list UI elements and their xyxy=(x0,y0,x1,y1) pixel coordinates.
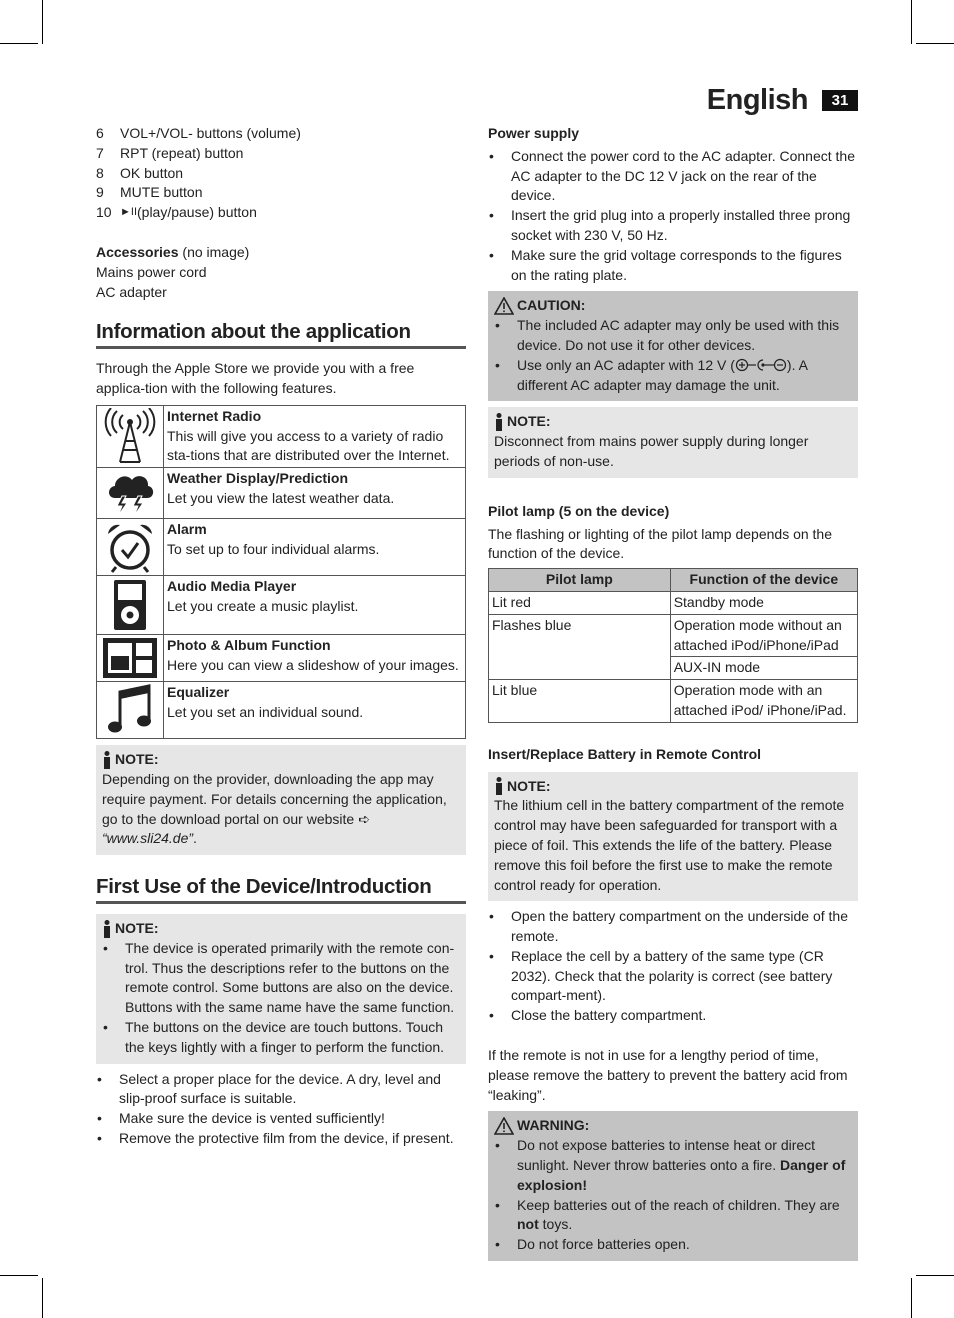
table-cell: Lit red xyxy=(489,591,671,614)
power-supply-heading: Power supply xyxy=(488,125,580,141)
column-header: Pilot lamp xyxy=(489,569,671,592)
info-icon xyxy=(102,920,112,938)
crop-mark xyxy=(42,0,43,44)
list-item: • Make sure the grid voltage corresponds to the figures on the rating plate. xyxy=(488,246,858,286)
battery-heading: Insert/Replace Battery in Remote Control xyxy=(488,745,762,762)
page-number: 31 xyxy=(822,90,858,111)
list-item: • Select a proper place for the device. A dry, level and slip-proof surface is suitable. xyxy=(96,1070,466,1110)
table-header-row xyxy=(489,569,858,592)
website-link[interactable]: “www.sli24.de” xyxy=(102,830,194,847)
table-row xyxy=(489,614,858,657)
table-row xyxy=(97,405,466,467)
list-item: 7 RPT (repeat) button xyxy=(96,144,244,161)
button-list xyxy=(96,124,466,223)
crop-mark xyxy=(916,43,954,44)
polarity-symbol-icon xyxy=(735,358,787,372)
column-header: Function of the device xyxy=(670,569,857,592)
table-row xyxy=(97,468,466,519)
table-row xyxy=(97,519,466,576)
list-item: 6 VOL+/VOL- buttons (volume) xyxy=(96,125,301,141)
feature-title: Internet Radio xyxy=(167,407,262,424)
caution-label: CAUTION: xyxy=(517,297,586,314)
crop-mark xyxy=(0,1275,38,1276)
feature-title: Photo & Album Function xyxy=(167,637,331,654)
list-item: • The device is operated primarily with the remote con-trol. Thus the descriptions refer to the buttons on the remote control. Some buttons are also on the device. Buttons with the same name have the same function. xyxy=(102,939,460,1018)
pilot-lamp-table xyxy=(488,568,858,723)
note-label: NOTE: xyxy=(507,413,551,430)
note-text: Depending on the provider, downloading the app may require payment. For details concerning the application, go to the download portal on our website ➪ “www.sli24.de”. xyxy=(102,770,447,847)
pilot-lamp-intro: The flashing or lighting of the pilot lamp depends on the function of the device. xyxy=(488,525,833,562)
section-heading-app: Information about the application xyxy=(96,322,466,349)
list-item: • The buttons on the device are touch buttons. Touch the keys lightly with a finger to perform the function. xyxy=(102,1018,460,1058)
crop-mark xyxy=(911,0,912,44)
feature-desc: Let you create a music playlist. xyxy=(167,597,359,614)
list-item: • Close the battery compartment. xyxy=(488,1006,858,1026)
feature-desc: Let you set an individual sound. xyxy=(167,703,364,720)
list-item: 8 OK button xyxy=(96,164,184,181)
note-box xyxy=(96,914,466,1064)
note-label: NOTE: xyxy=(507,777,551,794)
accessories: Accessories (no image) xyxy=(96,243,250,260)
feature-desc: To set up to four individual alarms. xyxy=(167,540,380,557)
table-row xyxy=(97,682,466,739)
feature-title: Equalizer xyxy=(167,684,230,701)
feature-table xyxy=(96,405,466,739)
list-item: 9 MUTE button xyxy=(96,184,203,201)
note-label: NOTE: xyxy=(115,919,159,936)
list-item: • Keep batteries out of the reach of children. They are not toys. xyxy=(494,1196,852,1236)
table-row xyxy=(489,680,858,723)
left-column xyxy=(96,124,466,1149)
photo-album-icon xyxy=(102,637,158,679)
play-pause-icon: ►II xyxy=(120,206,137,219)
note-label: NOTE: xyxy=(115,751,159,768)
note-text: Disconnect from mains power supply during longer periods of non-use. xyxy=(494,433,809,469)
list-item: 10 ►II (play/pause) button xyxy=(96,203,466,223)
power-supply-list xyxy=(488,147,858,286)
first-use-list xyxy=(96,1070,466,1149)
info-icon xyxy=(102,751,112,769)
warning-triangle-icon xyxy=(494,297,514,315)
feature-desc: This will give you access to a variety of radio sta-tions that are distributed over the Internet. xyxy=(167,427,450,464)
list-item: • Make sure the device is vented sufficiently! xyxy=(96,1109,466,1129)
warning-box xyxy=(488,1111,858,1261)
info-icon xyxy=(494,777,504,795)
media-player-icon xyxy=(112,578,148,632)
section-heading-first-use: First Use of the Device/Introduction xyxy=(96,877,466,904)
feature-title: Audio Media Player xyxy=(167,578,297,595)
table-cell: Operation mode without an attached iPod/iPhone/iPad xyxy=(670,614,857,657)
note-text: The lithium cell in the battery compartment of the remote control may have been safeguarded for transport with a piece of foil. This extends the life of the battery. Please remove this foil before the first use to make the remote control ready for operation. xyxy=(494,797,845,893)
accessory-item: AC adapter xyxy=(96,283,167,300)
list-item: • The included AC adapter may only be used with this device. Do not use it for other devices. xyxy=(494,316,852,356)
app-intro: Through the Apple Store we provide you with a free applica-tion with the following features. xyxy=(96,360,415,396)
alarm-clock-icon xyxy=(105,521,155,573)
language-label: English xyxy=(706,84,808,116)
list-item: • Replace the cell by a battery of the same type (CR 2032). Check that the polarity is correct (see battery compart-ment). xyxy=(488,947,858,1006)
list-item: • Remove the protective film from the device, if present. xyxy=(96,1129,466,1149)
feature-desc: Here you can view a slideshow of your images. xyxy=(167,656,459,673)
crop-mark xyxy=(911,1278,912,1318)
table-row xyxy=(97,635,466,682)
list-item: • Use only an AC adapter with 12 V ( ). A different AC adapter may damage the unit. xyxy=(494,356,852,396)
note-box xyxy=(488,772,858,902)
table-cell: Flashes blue xyxy=(489,614,671,679)
page-header xyxy=(707,84,858,117)
right-column xyxy=(488,124,858,1261)
list-item: • Insert the grid plug into a properly installed three prong socket with 230 V, 50 Hz. xyxy=(488,206,858,246)
info-icon xyxy=(494,413,504,431)
crop-mark xyxy=(0,43,38,44)
note-box xyxy=(488,407,858,477)
feature-title: Alarm xyxy=(167,521,207,538)
table-row xyxy=(97,576,466,635)
table-cell: Standby mode xyxy=(670,591,857,614)
feature-title: Weather Display/Prediction xyxy=(167,470,349,487)
battery-paragraph: If the remote is not in use for a lengthy period of time, please remove the battery to prevent the battery acid from “leaking”. xyxy=(488,1047,848,1103)
storm-cloud-icon xyxy=(105,470,155,516)
battery-list xyxy=(488,907,858,1026)
accessory-item: Mains power cord xyxy=(96,263,207,280)
table-cell: AUX-IN mode xyxy=(670,657,857,680)
list-item: • Open the battery compartment on the underside of the remote. xyxy=(488,907,858,947)
list-item: • Connect the power cord to the AC adapter. Connect the AC adapter to the DC 12 V jack on the rear of the device. xyxy=(488,147,858,206)
pilot-lamp-heading: Pilot lamp (5 on the device) xyxy=(488,502,670,519)
warning-label: WARNING: xyxy=(517,1117,590,1134)
list-item: • Do not expose batteries to intense heat or direct sunlight. Never throw batteries onto a fire. Danger of explosion! xyxy=(494,1136,852,1195)
feature-desc: Let you view the latest weather data. xyxy=(167,489,395,506)
table-cell: Lit blue xyxy=(489,680,671,723)
crop-mark xyxy=(916,1275,954,1276)
list-item: • Do not force batteries open. xyxy=(494,1235,852,1255)
warning-triangle-icon xyxy=(494,1117,514,1135)
crop-mark xyxy=(42,1278,43,1318)
caution-box xyxy=(488,291,858,401)
table-cell: Operation mode with an attached iPod/ iPhone/iPad. xyxy=(670,680,857,723)
radio-tower-icon xyxy=(104,408,156,464)
music-note-icon xyxy=(107,684,153,736)
note-box xyxy=(96,745,466,855)
table-row xyxy=(489,591,858,614)
arrow-icon: ➪ xyxy=(358,810,370,827)
